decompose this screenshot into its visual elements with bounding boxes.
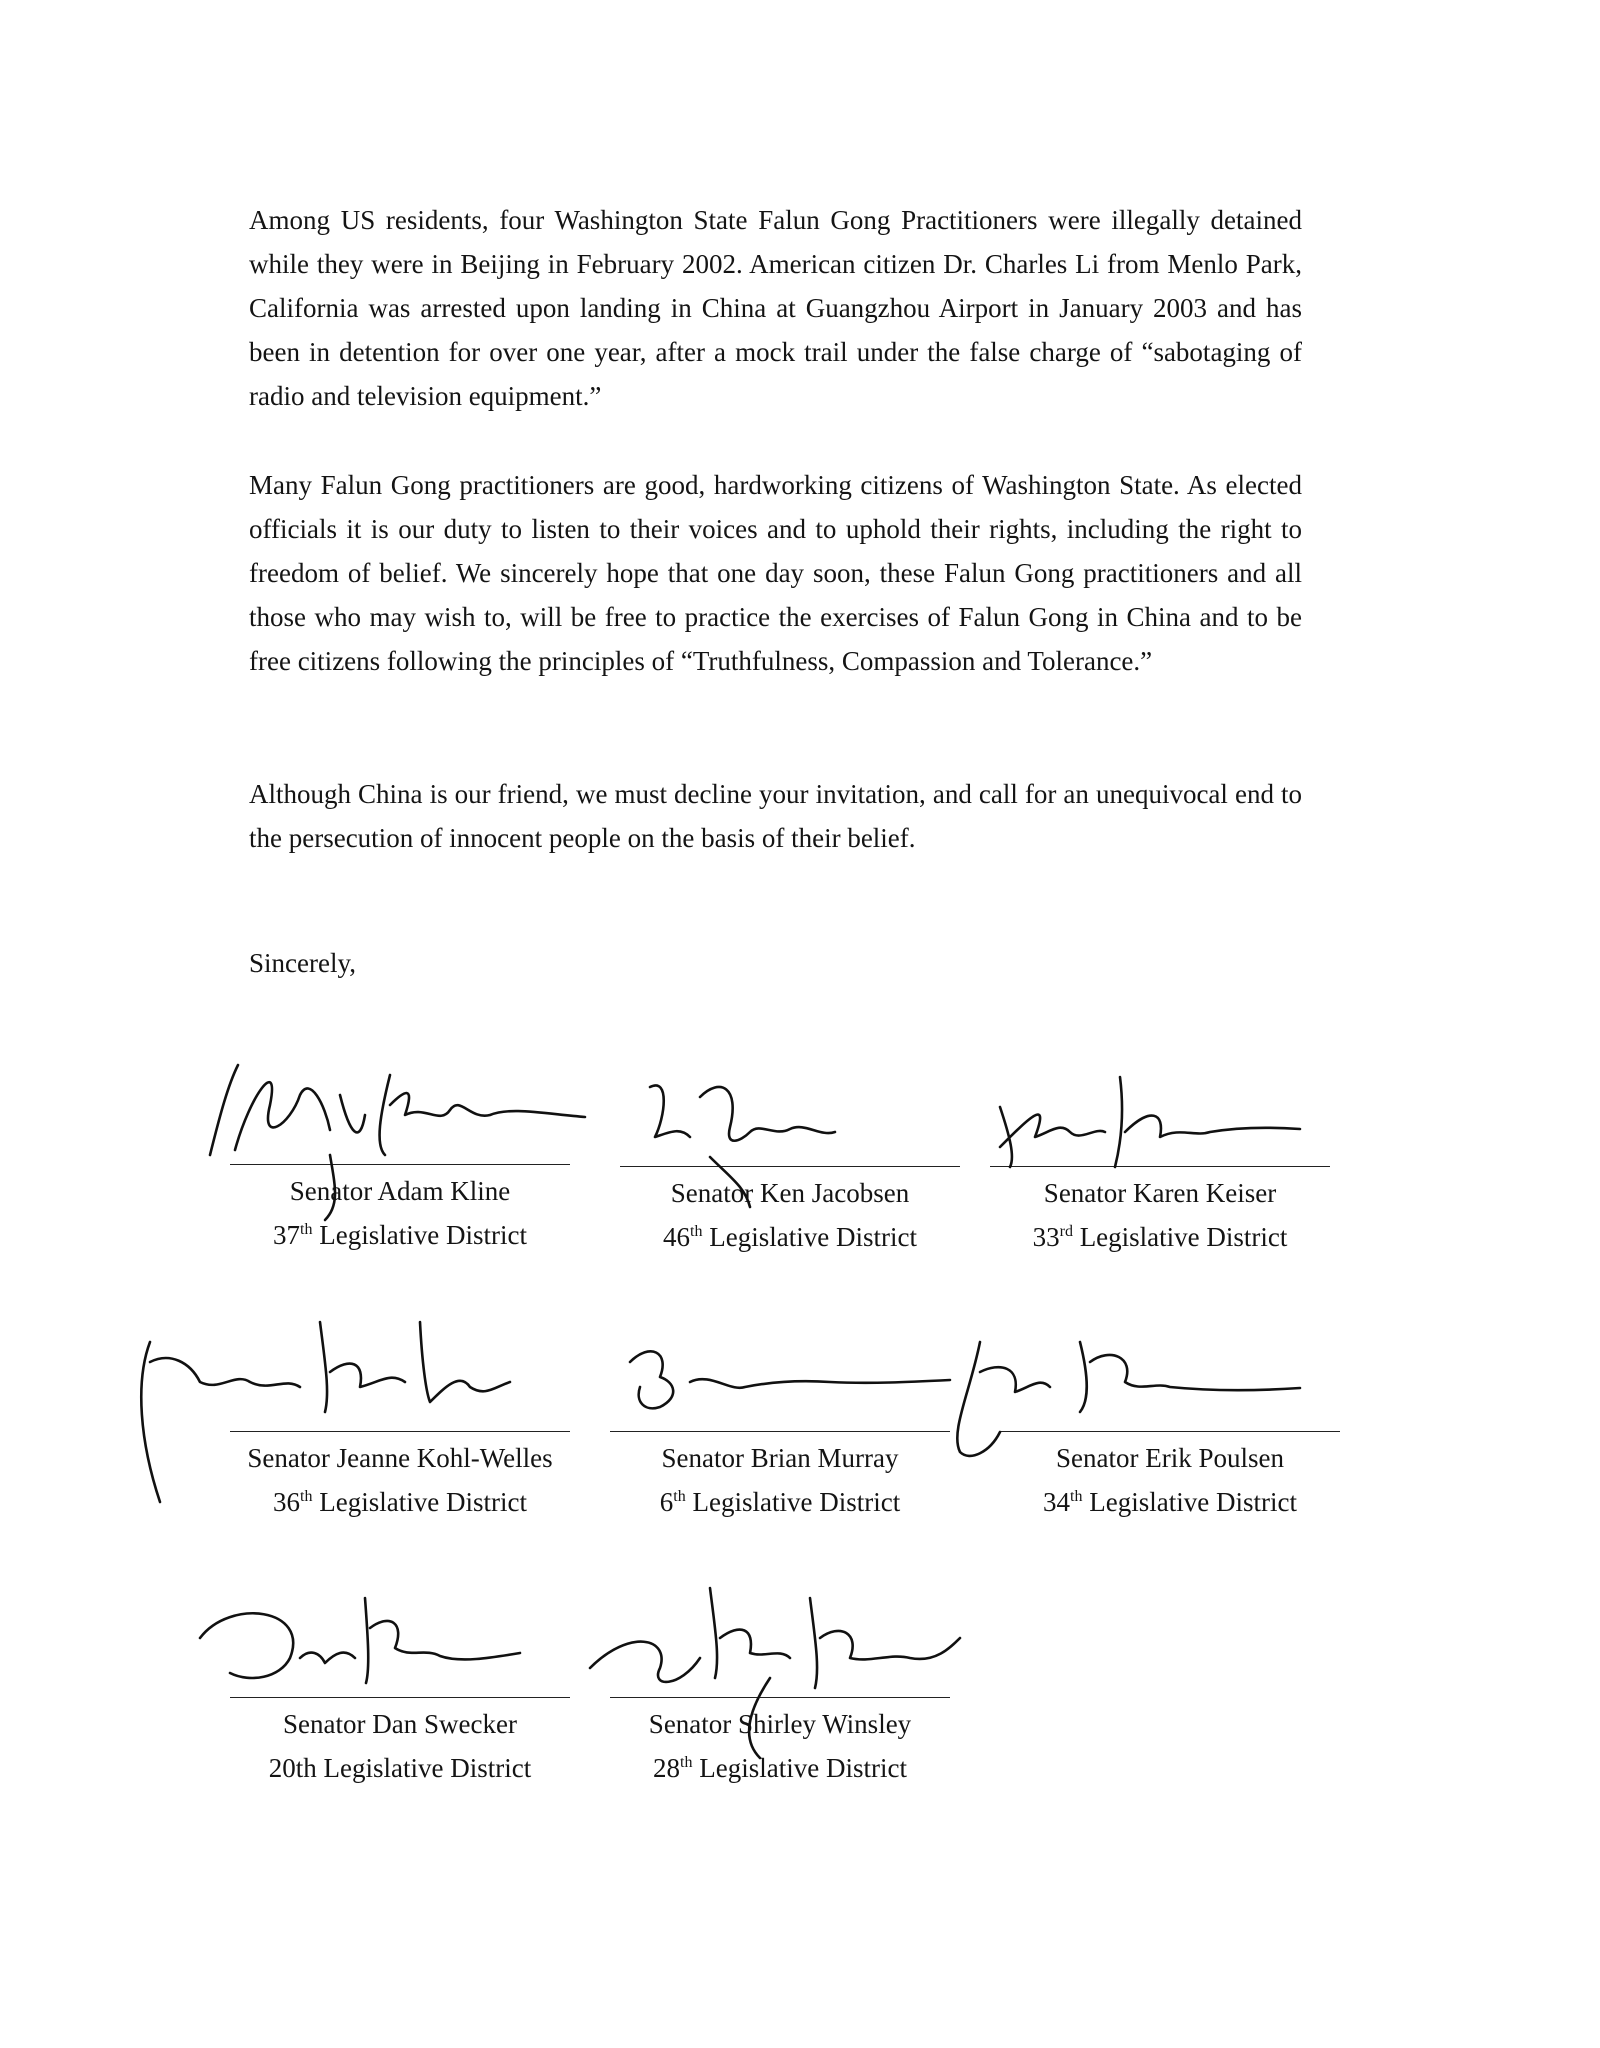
- signatory-name: Senator Karen Keiser: [1043, 1178, 1277, 1208]
- signature-block-jacobsen: [620, 1047, 960, 1259]
- signature-block-murray: [610, 1312, 950, 1524]
- signature-block-winsley: [610, 1578, 950, 1790]
- handwritten-signature-icon: [570, 1302, 990, 1452]
- closing: Sincerely,: [249, 948, 356, 978]
- signatory-district: 34th Legislative District: [1043, 1487, 1297, 1517]
- signature-area: [230, 1578, 570, 1698]
- signatory-district: 20th Legislative District: [268, 1753, 532, 1783]
- signatory-name: Senator Jeanne Kohl-Welles: [247, 1443, 553, 1473]
- signature-area: [610, 1312, 950, 1432]
- signature-area: [620, 1047, 960, 1167]
- body-paragraph-1: Among US residents, four Washington State Falun Gong Practitioners were illegally detained while they were in Beijing in February 2002. American citizen Dr. Charles Li from Menlo Park, California was arrested upon landing in China at Guangzhou Airport in January 2003 and has been in detention for over one year, after a mock trail under the false charge of “sabotaging of radio and television equipment.”: [249, 205, 1302, 411]
- body-paragraph-2: Many Falun Gong practitioners are good, hardworking citizens of Washington State. As elected officials it is our duty to listen to their voices and to uphold their rights, including the right to freedom of belief. We sincerely hope that one day soon, these Falun Gong practitioners and all those who may wish to, will be free to practice the exercises of Falun Gong in China and to be free citizens following the principles of “Truthfulness, Compassion and Tolerance.”: [249, 470, 1302, 676]
- signature-block-swecker: [230, 1578, 570, 1790]
- signatory-district: 46th Legislative District: [663, 1222, 917, 1252]
- signature-area: [230, 1312, 570, 1432]
- signatory-name: Senator Adam Kline: [289, 1176, 511, 1206]
- signature-block-kohl-welles: [230, 1312, 570, 1524]
- signature-block-poulsen: [1000, 1312, 1340, 1524]
- signatory-name: Senator Erik Poulsen: [1056, 1443, 1284, 1473]
- signature-area: [610, 1578, 950, 1698]
- signatory-district: 36th Legislative District: [273, 1487, 527, 1517]
- signature-block-kline: [230, 1045, 570, 1257]
- handwritten-signature-icon: [580, 1037, 1000, 1187]
- signatory-name: Senator Shirley Winsley: [648, 1709, 912, 1739]
- signatory-district: 6th Legislative District: [659, 1487, 901, 1517]
- signature-block-keiser: [990, 1047, 1330, 1259]
- signatory-district: 33rd Legislative District: [1032, 1222, 1288, 1252]
- handwritten-signature-icon: [960, 1302, 1380, 1452]
- signatory-name: Senator Brian Murray: [661, 1443, 899, 1473]
- handwritten-signature-icon: [190, 1302, 610, 1452]
- signature-area: [1000, 1312, 1340, 1432]
- signature-area: [990, 1047, 1330, 1167]
- signatory-name: Senator Ken Jacobsen: [670, 1178, 910, 1208]
- signatory-name: Senator Dan Swecker: [283, 1709, 517, 1739]
- handwritten-signature-icon: [570, 1568, 990, 1718]
- signature-area: [230, 1045, 570, 1165]
- signatory-district: 28th Legislative District: [653, 1753, 907, 1783]
- signatory-district: 37th Legislative District: [273, 1220, 527, 1250]
- body-paragraph-3: Although China is our friend, we must decline your invitation, and call for an unequivocal end to the persecution of innocent people on the basis of their belief.: [249, 779, 1302, 853]
- handwritten-signature-icon: [950, 1037, 1370, 1187]
- handwritten-signature-icon: [190, 1568, 610, 1718]
- handwritten-signature-icon: [190, 1035, 610, 1185]
